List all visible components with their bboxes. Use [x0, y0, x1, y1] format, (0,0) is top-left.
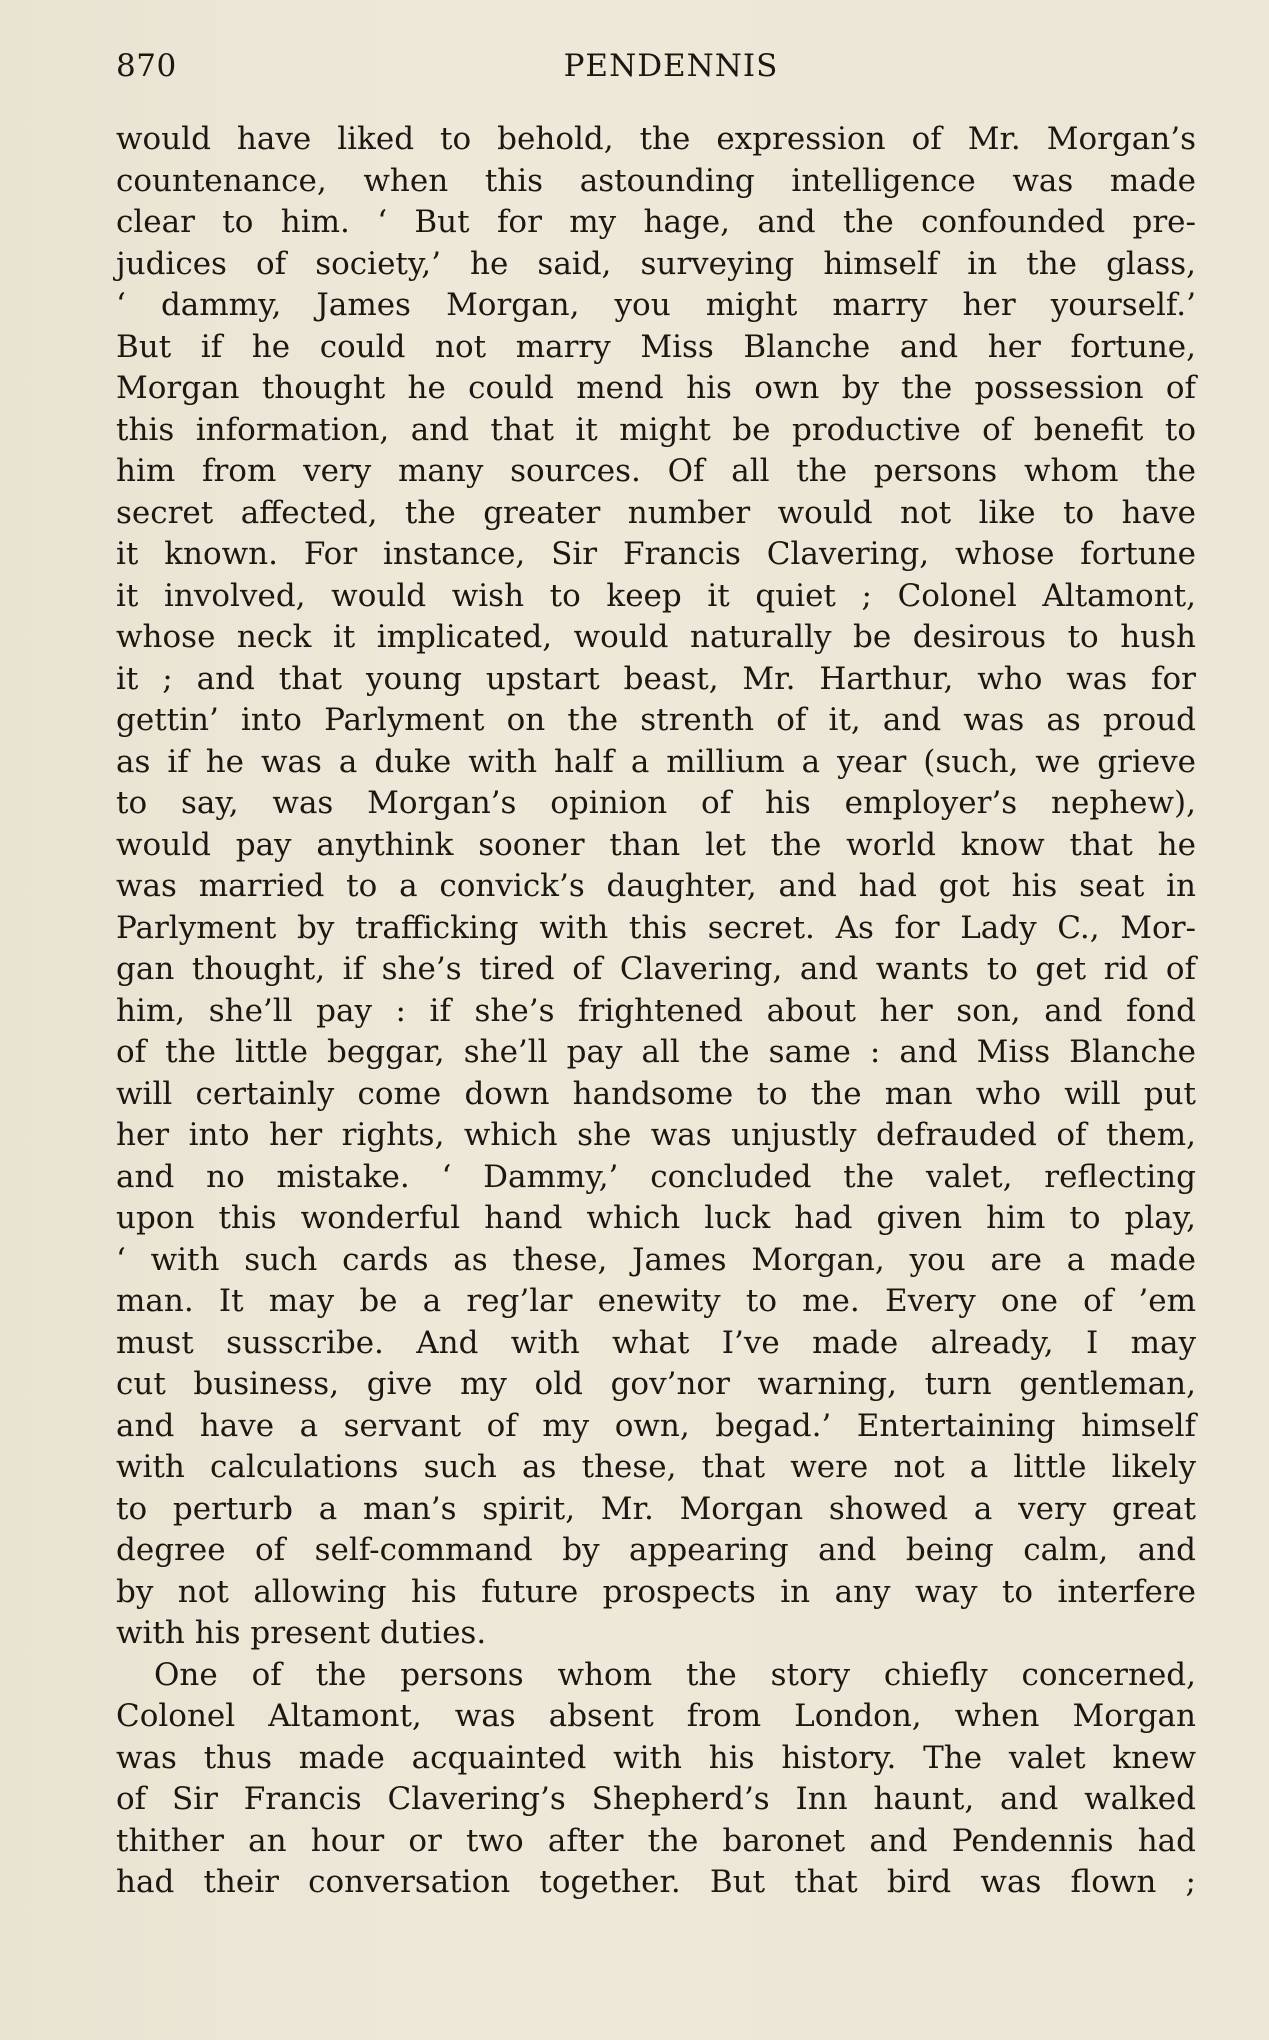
page-header	[116, 48, 1196, 88]
text-line: upon this wonderful hand which luck had given him to play,	[116, 1200, 1196, 1236]
body-text	[116, 119, 1196, 1904]
text-line: ‘ with such cards as these, James Morgan, you are a made	[116, 1241, 1196, 1278]
text-line: would pay anythink sooner than let the world know that he	[116, 826, 1196, 863]
text-line: it involved, would wish to keep it quiet ; Colonel Altamont,	[116, 577, 1196, 614]
text-line: Parlyment by trafficking with this secret. As for Lady C., Mor-	[116, 909, 1196, 946]
text-line: thither an hour or two after the baronet and Pendennis had	[116, 1822, 1196, 1859]
text-line: will certainly come down handsome to the man who will put	[116, 1075, 1196, 1112]
text-line: must susscribe. And with what I’ve made already, I may	[116, 1324, 1196, 1361]
text-line: was married to a convick’s daughter, and had got his seat in	[116, 868, 1196, 904]
text-line: with his present duties.	[116, 1615, 487, 1651]
text-line: her into her rights, which she was unjustly defrauded of them,	[116, 1117, 1196, 1153]
text-line: would have liked to behold, the expression of Mr. Morgan’s	[116, 121, 1196, 157]
text-line: of Sir Francis Clavering’s Shepherd’s Inn haunt, and walked	[116, 1781, 1196, 1817]
text-line: as if he was a duke with half a millium a year (such, we grieve	[116, 743, 1196, 780]
text-line: degree of self-command by appearing and being calm, and	[116, 1532, 1196, 1568]
text-line: But if he could not marry Miss Blanche and her fortune,	[116, 328, 1196, 365]
running-head: PENDENNIS	[563, 48, 779, 84]
text-line: him, she’ll pay : if she’s frightened about her son, and fond	[116, 992, 1196, 1029]
text-line: was thus made acquainted with his history. The valet knew	[116, 1739, 1196, 1776]
text-line: this information, and that it might be productive of benefit to	[116, 411, 1196, 448]
text-line: and have a servant of my own, begad.’ Entertaining himself	[116, 1407, 1196, 1444]
text-line: with calculations such as these, that were not a little likely	[116, 1449, 1196, 1485]
text-line: secret affected, the greater number would not like to have	[116, 494, 1196, 531]
text-line: to say, was Morgan’s opinion of his employer’s nephew),	[116, 785, 1196, 821]
text-line: cut business, give my old gov’nor warning, turn gentleman,	[116, 1366, 1196, 1402]
text-line: Morgan thought he could mend his own by the possession of	[116, 370, 1196, 406]
text-line: whose neck it implicated, would naturally be desirous to hush	[116, 619, 1196, 655]
text-line: gettin’ into Parlyment on the strenth of it, and was as proud	[116, 702, 1196, 738]
text-line: had their conversation together. But that bird was flown ;	[116, 1864, 1196, 1900]
text-line: judices of society,’ he said, surveying himself in the glass,	[116, 245, 1196, 282]
text-line: by not allowing his future prospects in any way to interfere	[116, 1573, 1196, 1610]
text-line: clear to him. ‘ But for my hage, and the confounded pre-	[116, 204, 1196, 240]
text-line: him from very many sources. Of all the persons whom the	[116, 453, 1196, 489]
text-line: man. It may be a reg’lar enewity to me. Every one of ’em	[116, 1283, 1196, 1319]
text-line: and no mistake. ‘ Dammy,’ concluded the valet, reflecting	[116, 1158, 1196, 1195]
text-line: countenance, when this astounding intelligence was made	[116, 162, 1196, 199]
text-line: it ; and that young upstart beast, Mr. Harthur, who was for	[116, 660, 1196, 697]
text-line: of the little beggar, she’ll pay all the same : and Miss Blanche	[116, 1034, 1196, 1070]
page-number: 870	[116, 48, 177, 84]
text-line: ‘ dammy, James Morgan, you might marry her yourself.’	[116, 287, 1196, 323]
text-line: it known. For instance, Sir Francis Clavering, whose fortune	[116, 536, 1196, 572]
text-line: Colonel Altamont, was absent from London, when Morgan	[116, 1698, 1196, 1734]
text-line: to perturb a man’s spirit, Mr. Morgan showed a very great	[116, 1490, 1196, 1527]
text-line: gan thought, if she’s tired of Clavering, and wants to get rid of	[116, 951, 1196, 987]
text-line: One of the persons whom the story chiefly concerned,	[154, 1656, 1196, 1693]
